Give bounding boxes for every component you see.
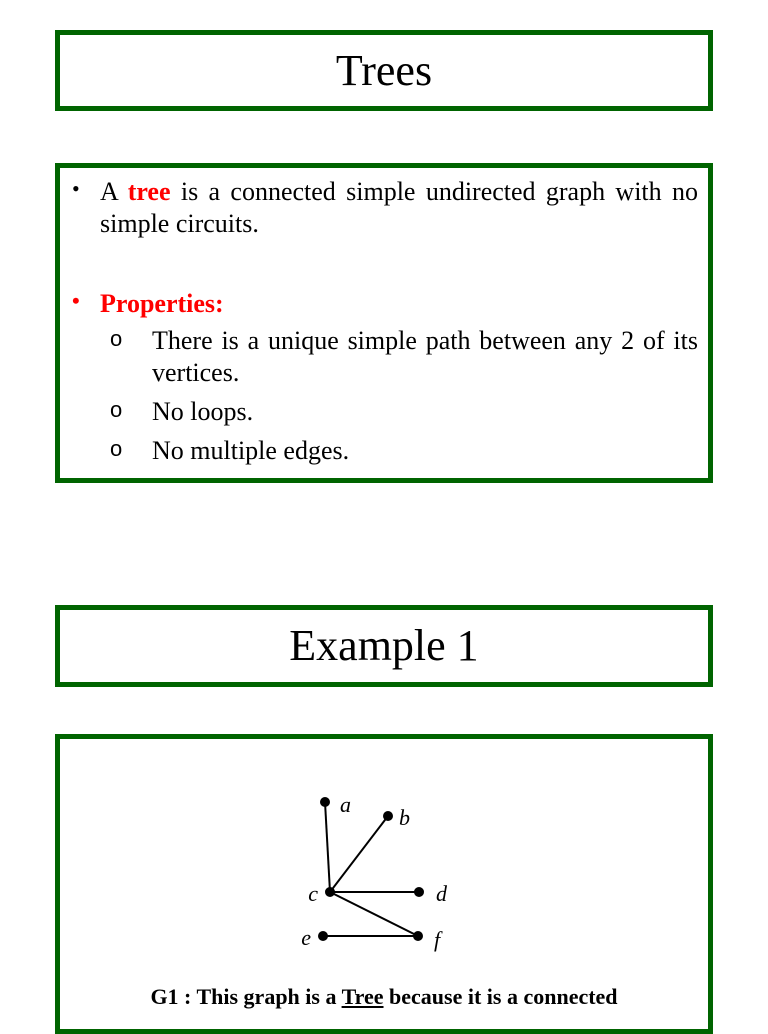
edge-c-a xyxy=(325,802,330,892)
caption-underlined: Tree xyxy=(341,984,384,1009)
property-text: There is a unique simple path between any 2 of its vertices. xyxy=(152,326,698,387)
vertex-d xyxy=(414,887,424,897)
properties-heading-row xyxy=(72,288,698,320)
definition-paragraph xyxy=(72,176,698,240)
trees-title: Trees xyxy=(335,45,433,95)
vertex-label-d: d xyxy=(436,881,447,906)
tree-graph xyxy=(60,739,708,979)
example-graph-box xyxy=(55,734,713,1034)
caption-rest: because it is a connected xyxy=(383,984,618,1009)
definition-lead: A xyxy=(100,177,128,206)
vertex-label-c: c xyxy=(308,881,318,906)
definition-keyword: tree xyxy=(127,177,171,206)
properties-list xyxy=(72,325,698,467)
graph-caption xyxy=(60,984,708,1010)
properties-heading: Properties: xyxy=(100,289,224,318)
property-item xyxy=(72,435,698,467)
vertex-label-a: a xyxy=(340,792,351,817)
vertex-label-f: f xyxy=(434,927,441,952)
vertex-f xyxy=(413,931,423,941)
sub-bullet-marker: o xyxy=(110,326,123,351)
vertex-label-e: e xyxy=(301,925,311,950)
caption-lead: G1 : This graph is a xyxy=(150,984,342,1009)
property-text: No loops. xyxy=(152,397,254,426)
trees-title-box xyxy=(55,30,713,111)
sub-bullet-marker: o xyxy=(110,436,123,461)
property-item xyxy=(72,325,698,389)
definition-text: is a connected simple undirected graph with no simple circuits. xyxy=(100,177,698,238)
edge-c-f xyxy=(330,892,418,936)
vertex-c xyxy=(325,887,335,897)
vertex-b xyxy=(383,811,393,821)
property-item xyxy=(72,396,698,428)
vertex-e xyxy=(318,931,328,941)
vertex-label-b: b xyxy=(399,805,410,830)
property-text: No multiple edges. xyxy=(152,436,350,465)
example-title-box xyxy=(55,605,713,687)
sub-bullet-marker: o xyxy=(110,397,123,422)
tree-definition-box xyxy=(55,163,713,483)
vertex-a xyxy=(320,797,330,807)
example-title: Example 1 xyxy=(289,621,479,670)
edge-c-b xyxy=(330,816,388,892)
bullet-marker: • xyxy=(72,288,80,313)
bullet-marker: • xyxy=(72,176,80,201)
